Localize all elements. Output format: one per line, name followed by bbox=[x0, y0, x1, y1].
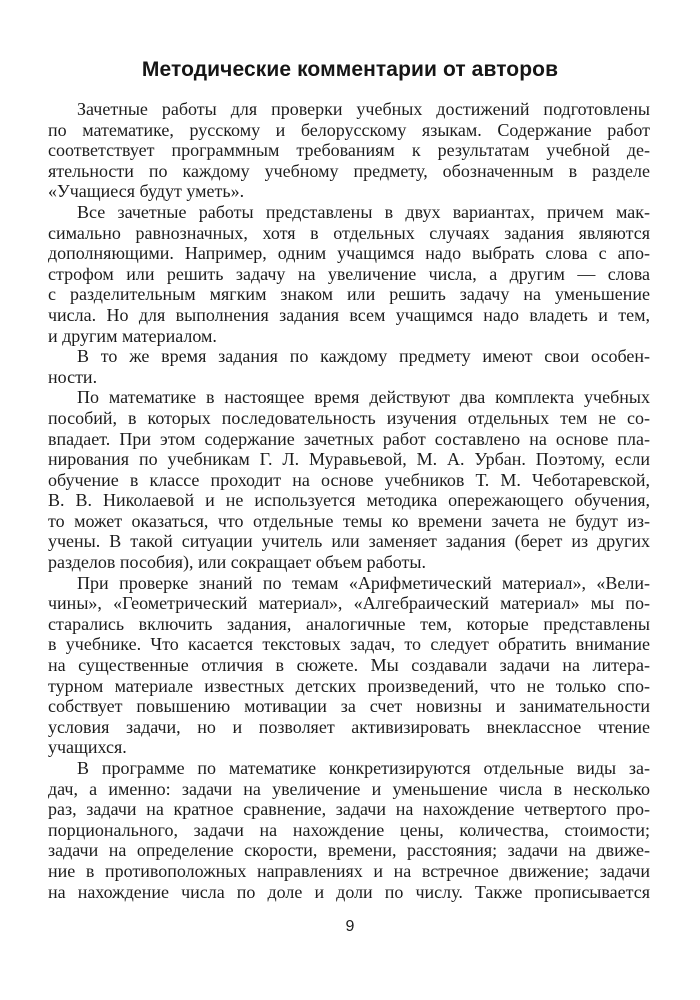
paragraph bbox=[48, 99, 650, 202]
text-line: условия задачи, но и позволяет активизировать внеклассное чтение bbox=[48, 716, 650, 737]
text-line: то может оказаться, что отдельные темы ко времени зачета не будут из- bbox=[48, 510, 650, 531]
text-line: строфом или решить задачу на увеличение числа, а другим — слова bbox=[48, 263, 650, 284]
text-line: соответствует программным требованиям к результатам учебной де- bbox=[48, 140, 650, 161]
text-line: дач, а именно: задачи на увеличение и уменьшение числа в несколько bbox=[48, 778, 650, 799]
text-line: нирования по учебникам Г. Л. Муравьевой, М. А. Урбан. Поэтому, если bbox=[48, 449, 650, 470]
paragraph bbox=[48, 202, 650, 346]
text-line: порционального, задачи на нахождение цены, количества, стоимости; bbox=[48, 819, 650, 840]
paragraph bbox=[48, 758, 650, 902]
paragraph bbox=[48, 346, 650, 387]
text-line: В программе по математике конкретизируются отдельные виды за- bbox=[77, 758, 650, 778]
text-line: ности. bbox=[48, 366, 98, 387]
text-line: турном материале известных детских произведений, что не только спо- bbox=[48, 675, 650, 696]
text-line: При проверке знаний по темам «Арифметический материал», «Вели- bbox=[77, 572, 650, 593]
text-line: В то же время задания по каждому предмету имеют свои особен- bbox=[77, 346, 650, 367]
text-line: учащихся. bbox=[48, 737, 127, 758]
text-line: дополняющими. Например, одним учащимся надо выбрать слова с апо- bbox=[48, 243, 650, 264]
text-line: ятельности по каждому учебному предмету, обозначенным в разделе bbox=[48, 160, 650, 181]
text-line: «Учащиеся будут уметь». bbox=[48, 181, 245, 202]
text-line: по математике, русскому и белорусскому языкам. Содержание работ bbox=[48, 119, 650, 140]
text-line: с разделительным мягким знаком или решить задачу на уменьшение bbox=[48, 284, 650, 305]
text-line: Зачетные работы для проверки учебных достижений подготовлены bbox=[77, 99, 650, 119]
text-line: задачи на определение скорости, времени, расстояния; задачи на движе- bbox=[48, 840, 650, 861]
paragraph bbox=[48, 387, 650, 572]
text-line: на нахождение числа по доле и доли по числу. Также прописывается bbox=[48, 881, 650, 902]
text-line: пособий, в которых последовательность изучения отдельных тем не со- bbox=[48, 407, 650, 428]
text-line: обучение в классе проходит на основе учебников Т. М. Чеботаревской, bbox=[48, 469, 650, 490]
page-title: Методические комментарии от авторов bbox=[141, 58, 559, 81]
text-line: ние в противоположных направлениях и на встречное движение; задачи bbox=[48, 860, 650, 881]
text-line: учены. В такой ситуации учитель или заменяет задания (берет из других bbox=[48, 531, 650, 552]
body-text bbox=[48, 99, 650, 902]
text-line: собствует повышению мотивации за счет новизны и занимательности bbox=[48, 696, 650, 717]
text-line: старались включить задания, аналогичные тем, которые представлены bbox=[48, 613, 650, 634]
text-line: По математике в настоящее время действуют два комплекта учебных bbox=[77, 387, 650, 408]
text-line: чины», «Геометрический материал», «Алгебраический материал» мы по- bbox=[48, 593, 650, 614]
page-number: 9 bbox=[345, 918, 355, 936]
text-line: впадает. При этом содержание зачетных работ составлено на основе пла- bbox=[48, 428, 650, 449]
text-line: в учебнике. Что касается текстовых задач, то следует обратить внимание bbox=[48, 634, 650, 655]
text-line: на существенные отличия в сюжете. Мы создавали задачи на литера- bbox=[48, 655, 650, 676]
text-line: раз, задачи на кратное сравнение, задачи на нахождение четвертого про- bbox=[48, 799, 650, 820]
text-line: разделов пособия), или сокращает объем работы. bbox=[48, 552, 426, 573]
text-line: числа. Но для выполнения задания всем учащимся надо владеть и тем, bbox=[48, 304, 650, 325]
text-line: симально равнозначных, хотя в отдельных случаях задания являются bbox=[48, 222, 650, 243]
text-line: Все зачетные работы представлены в двух вариантах, причем мак- bbox=[77, 201, 650, 222]
paragraph bbox=[48, 573, 650, 758]
text-line: и другим материалом. bbox=[48, 325, 217, 346]
text-line: В. В. Николаевой и не используется методика опережающего обучения, bbox=[48, 490, 650, 511]
